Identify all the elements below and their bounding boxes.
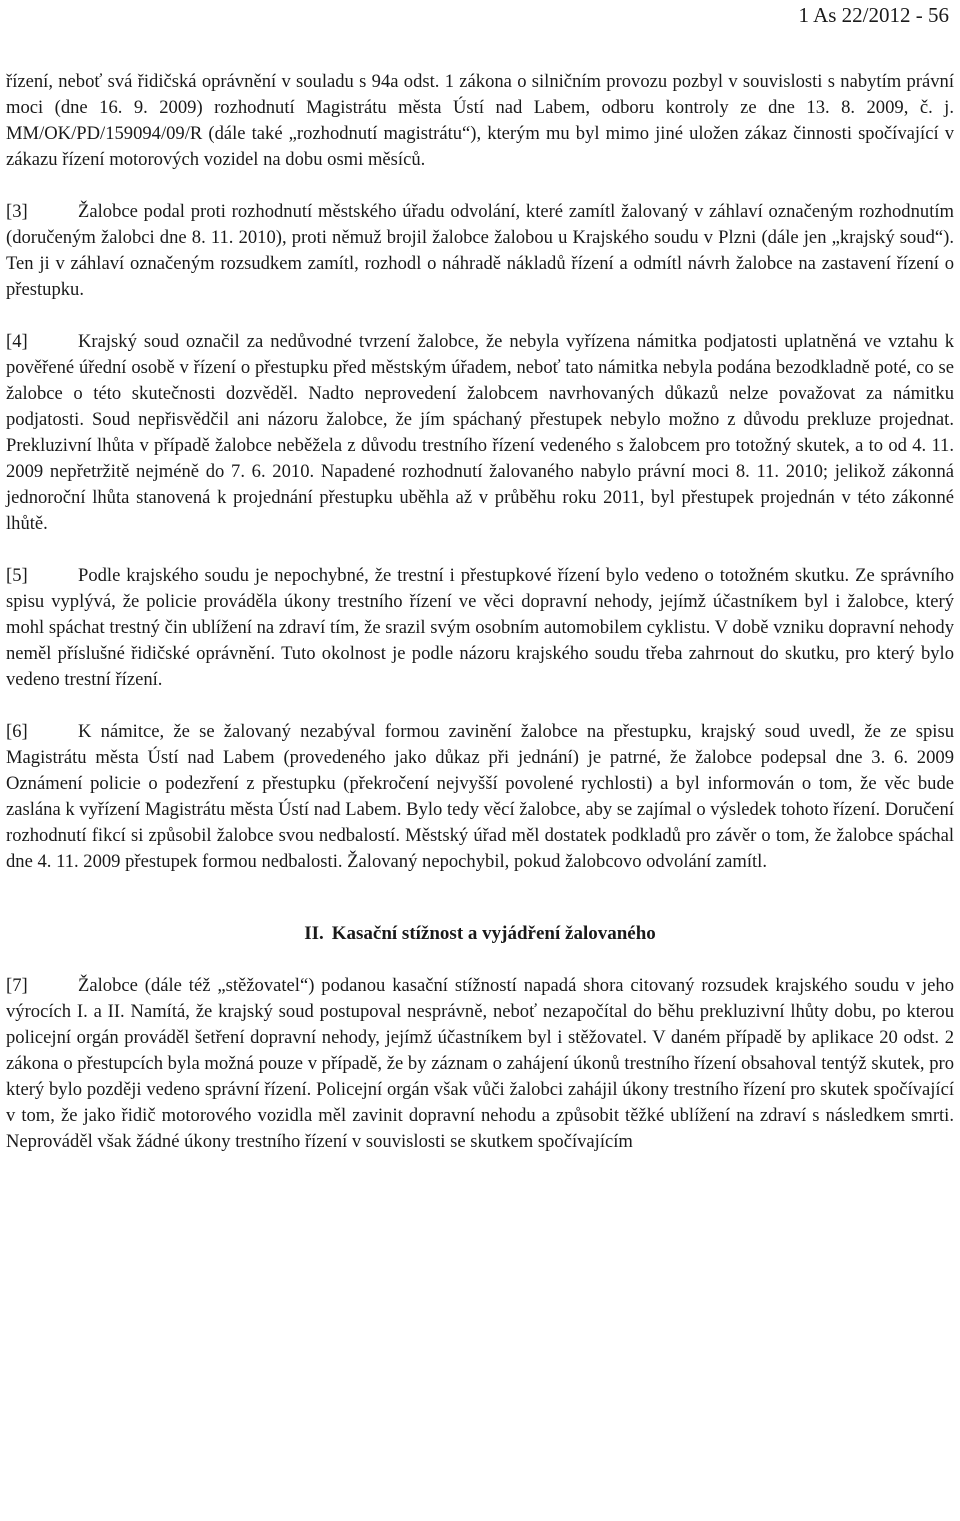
paragraph-text: K námitce, že se žalovaný nezabýval formou zavinění žalobce na přestupku, krajský soud uvedl, že ze spisu Magistrátu města Ústí nad Labem (provedeného jako důkaz při jednání) je patrné, že žalobce podepsal dne 3. 6. 2009 Oznámení policie o podezření z přestupku (překročení nejvyšší povolené rychlosti) a byl informován o tom, že věc bude zaslána k vyřízení Magistrátu města Ústí nad Labem. Bylo tedy věcí žalobce, aby se zajímal o výsledek tohoto řízení. Doručení rozhodnutí fikcí si způsobil žalobce svou nedbalostí. Městský úřad měl dostatek podkladů pro závěr o tom, že žalobce spáchal dne 4. 11. 2009 přestupek formou nedbalosti. Žalovaný nepochybil, pokud žalobcovo odvolání zamítl. — [6, 721, 954, 872]
document-body — [6, 69, 954, 1181]
paragraph-number: [7] — [6, 975, 28, 996]
paragraph-text: Žalobce (dále též „stěžovatel“) podanou kasační stížností napadá shora citovaný rozsudek krajského soudu v jeho výrocích I. a II. Namítá, že krajský soud postupoval nesprávně, neboť nezapočítal do běhu prekluzivní lhůty dobu, po kterou policejní orgán prováděl šetření dopravní nehody, jejímž účastníkem byl i stěžovatel. V daném případě by aplikace 20 odst. 2 zákona o přestupcích byla možná pouze v případě, že by záznam o zahájení úkonů trestního řízení obsahoval tentýž skutek, pro který bylo později vedeno správní řízení. Policejní orgán však vůči žalobci zahájil úkony trestního řízení pro skutek spočívající v tom, že jako řidič motorového vozidla měl zavinit dopravní nehodu a způsobit těžké ublížení na zdraví s následkem smrti. Neprováděl však žádné úkony trestního řízení v souvislosti se skutkem spočívajícím — [6, 975, 954, 1152]
paragraph-text: Podle krajského soudu je nepochybné, že trestní i přestupkové řízení bylo vedeno o totožném skutku. Ze správního spisu vyplývá, že policie prováděla úkony trestního řízení ve věci dopravní nehody, jejímž účastníkem byl i žalobce, který mohl spáchat trestný čin ublížení na zdraví tím, že srazil svým osobním automobilem cyklistu. V době vzniku dopravní nehody neměl příslušné řidičské oprávnění. Tuto okolnost je podle názoru krajského soudu třeba zahrnout do skutku, pro který bylo vedeno trestní řízení. — [6, 565, 954, 690]
paragraph-text: Krajský soud označil za nedůvodné tvrzení žalobce, že nebyla vyřízena námitka podjatosti uplatněná ve vztahu k pověřené úřední osobě v řízení o přestupku před městským úřadem, neboť tato námitka nebyla podána bezodkladně poté, co se žalobce o této skutečnosti dozvěděl. Nadto neprovedení žalobcem navrhovaných důkazů nelze považovat za námitku podjatosti. Soud nepřisvědčil ani názoru žalobce, že jím spáchaný přestupek nebylo možno z důvodu prekluze projednat. Prekluzivní lhůta v případě žalobce neběžela z důvodu trestního řízení vedeného s žalobcem pro totožný skutek, a to od 4. 11. 2009 nepřetržitě nejméně do 7. 6. 2010. Napadené rozhodnutí žalovaného nabylo právní moci 8. 11. 2010; jelikož zákonná jednoroční lhůta stanovená k projednání přestupku uběhla až v průběhu roku 2011, byl přestupek projednán v této zákonné lhůtě. — [6, 331, 954, 534]
paragraph-number: [6] — [6, 721, 28, 742]
paragraph-text: Žalobce podal proti rozhodnutí městského úřadu odvolání, které zamítl žalovaný v záhlaví označeným rozhodnutím (doručeným žalobci dne 8. 11. 2010), proti němuž brojil žalobce žalobou u Krajského soudu v Plzni (dále jen „krajský soud“). Ten ji v záhlaví označeným rozsudkem zamítl, rozhodl o náhradě nákladů řízení a odmítl návrh žalobce na zastavení řízení o přestupku. — [6, 201, 954, 300]
section-heading — [6, 921, 954, 947]
section-number: II. — [304, 923, 324, 944]
paragraph-4 — [6, 329, 954, 537]
paragraph-text: řízení, neboť svá řidičská oprávnění v souladu s 94a odst. 1 zákona o silničním provozu pozbyl v souvislosti s nabytím právní moci (dne 16. 9. 2009) rozhodnutí Magistrátu města Ústí nad Labem, odboru kontroly ze dne 13. 8. 2009, č. j. MM/OK/PD/159094/09/R (dále také „rozhodnutí magistrátu“), kterým mu byl mimo jiné uložen zákaz činnosti spočívající v zákazu řízení motorových vozidel na dobu osmi měsíců. — [6, 71, 954, 170]
paragraph-continuation — [6, 69, 954, 173]
paragraph-number: [3] — [6, 201, 28, 222]
paragraph-6 — [6, 719, 954, 875]
case-reference: 1 As 22/2012 - 56 — [798, 3, 949, 27]
paragraph-3 — [6, 199, 954, 303]
paragraph-number: [4] — [6, 331, 28, 352]
section-title: Kasační stížnost a vyjádření žalovaného — [331, 923, 656, 944]
paragraph-5 — [6, 563, 954, 693]
paragraph-7 — [6, 973, 954, 1155]
paragraph-number: [5] — [6, 565, 28, 586]
